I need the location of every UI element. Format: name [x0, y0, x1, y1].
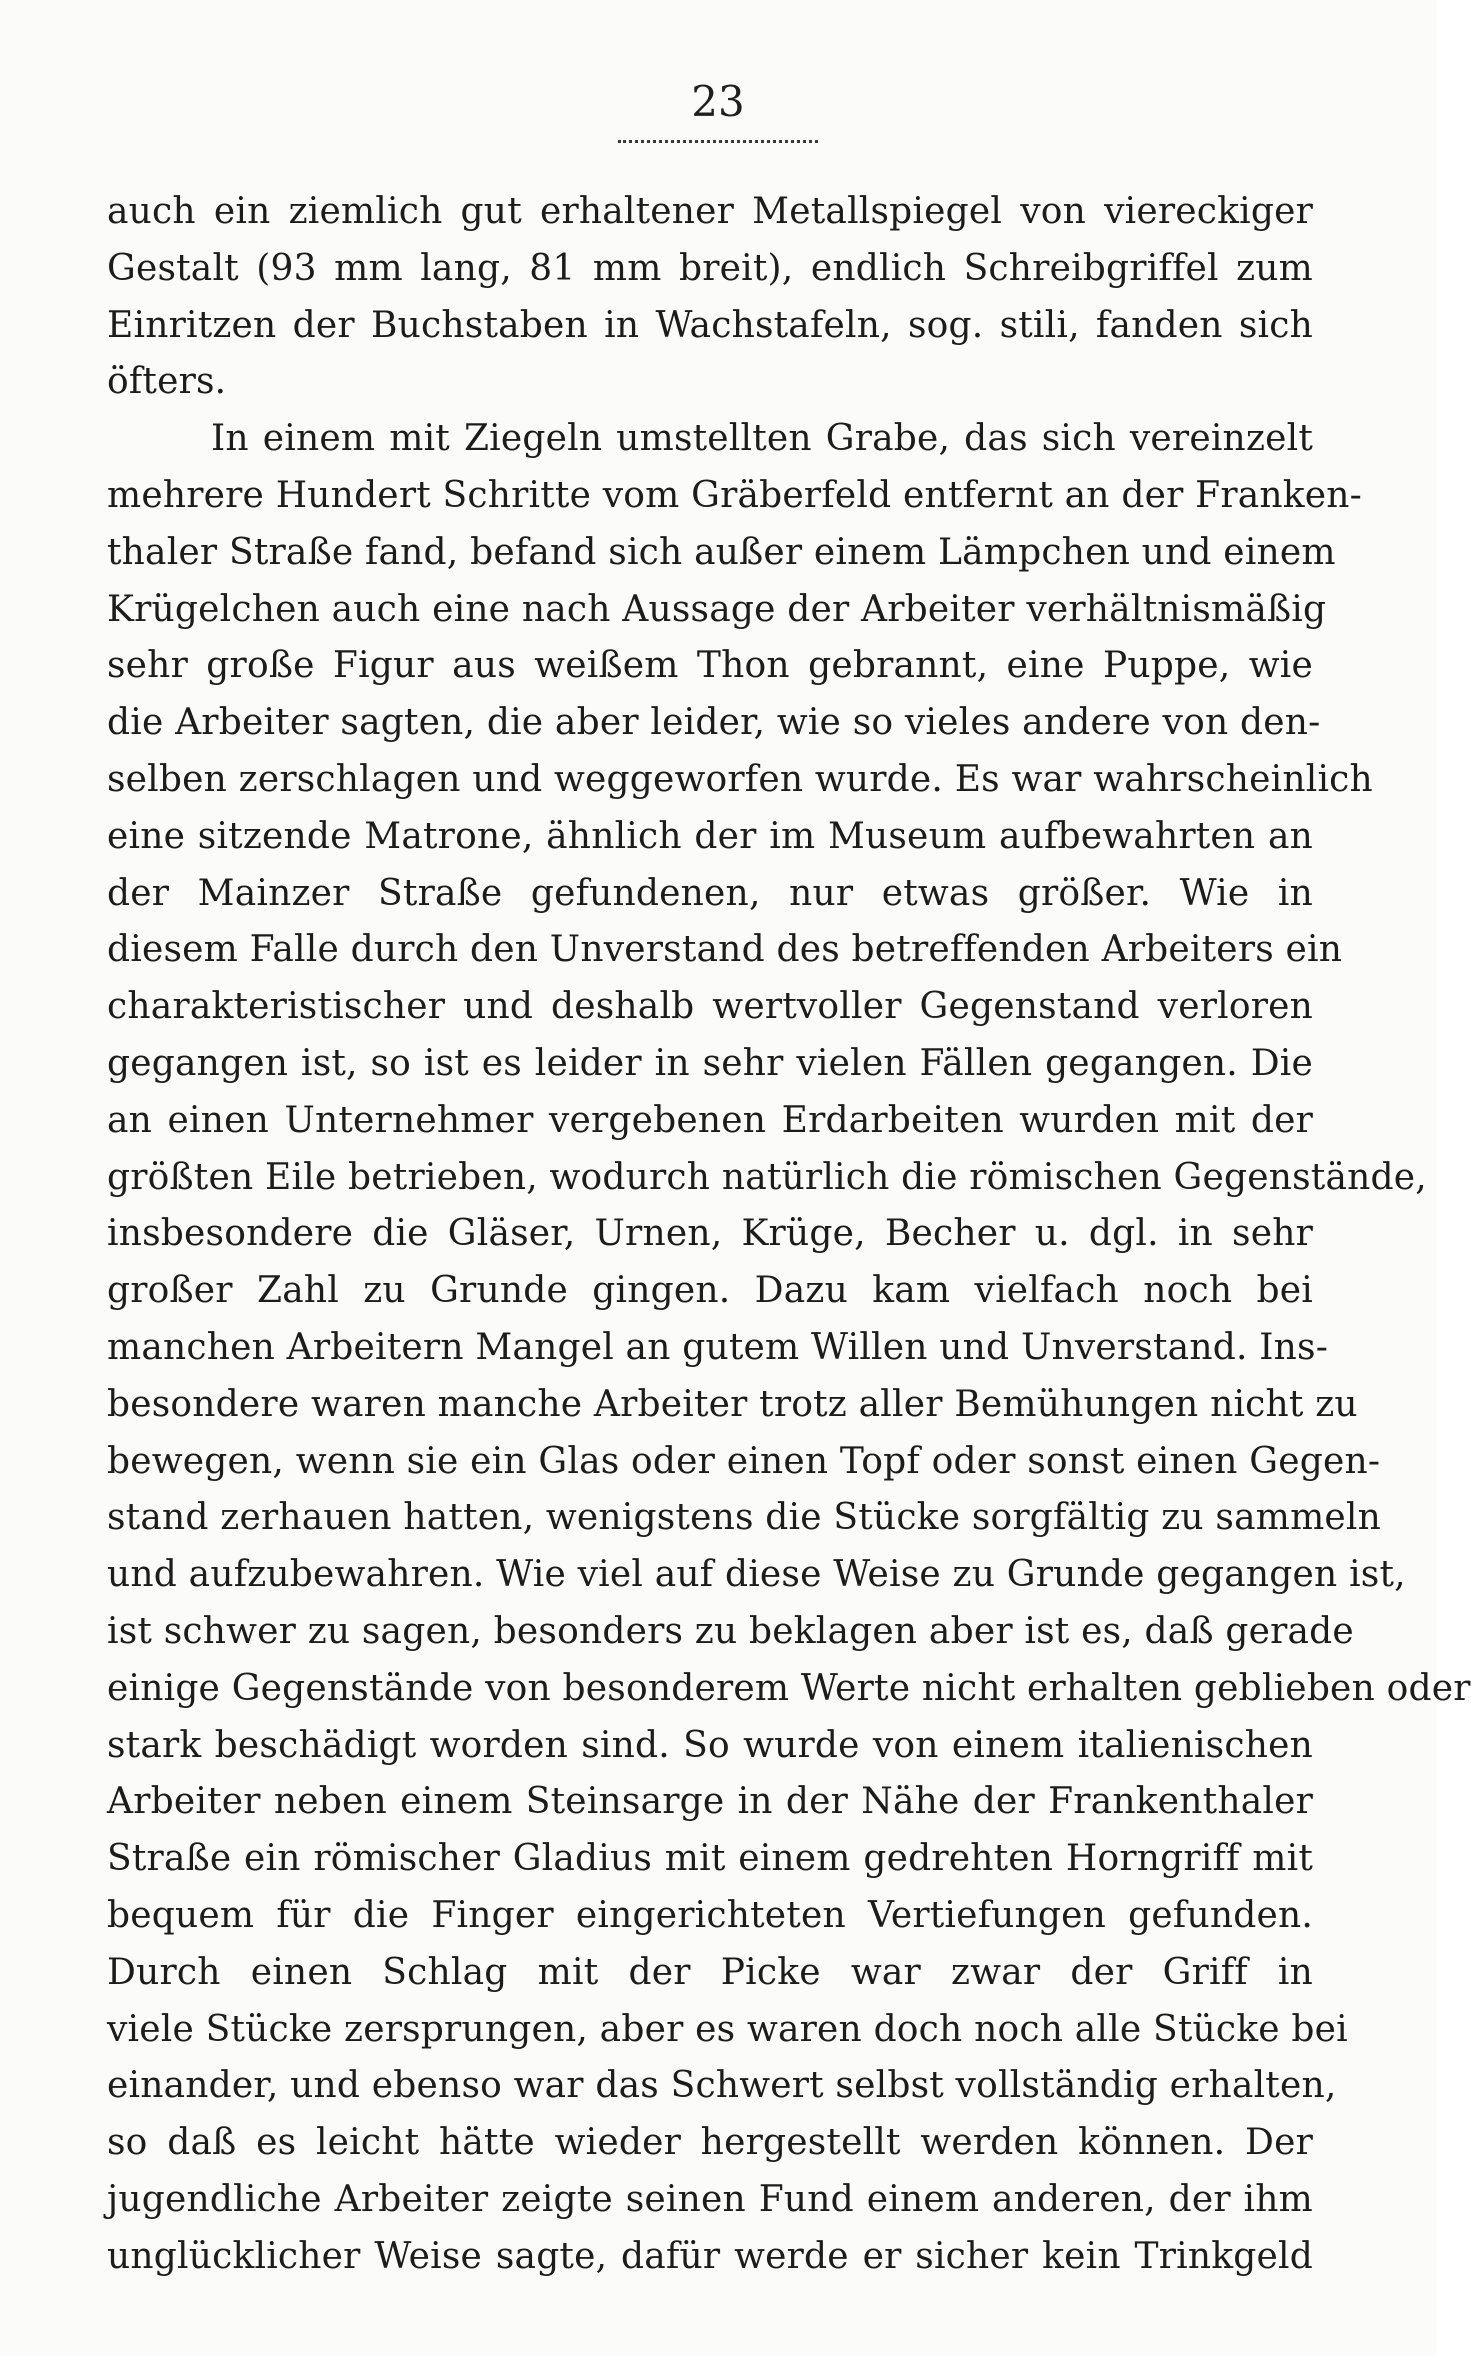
text-line: auch ein ziemlich gut erhaltener Metallspiegel von viereckiger [107, 191, 1313, 232]
text-line: Krügelchen auch eine nach Aussage der Arbeiter verhältnismäßig [107, 588, 1327, 630]
text-line: öfters. [107, 361, 227, 403]
page-number-rule [618, 134, 818, 143]
text-line: Arbeiter neben einem Steinsarge in der Nähe der Frankenthaler [107, 1781, 1313, 1823]
text-line: an einen Unternehmer vergebenen Erdarbeiten wurden mit der [107, 1099, 1313, 1141]
text-line: bewegen, wenn sie ein Glas oder einen Topf oder sonst einen Gegen- [107, 1440, 1381, 1482]
text-line: und aufzubewahren. Wie viel auf diese Weise zu Grunde gegangen ist, [107, 1554, 1406, 1596]
text-line: insbesondere die Gläser, Urnen, Krüge, Becher u. dgl. in sehr [107, 1213, 1313, 1255]
text-line: In einem mit Ziegeln umstellten Grabe, das sich vereinzelt [211, 418, 1313, 460]
text-line: ist schwer zu sagen, besonders zu beklagen aber ist es, daß gerade [107, 1610, 1354, 1652]
text-line: jugendliche Arbeiter zeigte seinen Fund einem anderen, der ihm [107, 2178, 1313, 2220]
text-line: unglücklicher Weise sagte, dafür werde er sicher kein Trinkgeld [107, 2235, 1313, 2277]
text-line: einander, und ebenso war das Schwert selbst vollständig erhalten, [107, 2065, 1337, 2107]
page-number: 23 [691, 77, 745, 126]
text-line: gegangen ist, so ist es leider in sehr vielen Fällen gegangen. Die [107, 1042, 1313, 1084]
text-line: einige Gegenstände von besonderem Werte nicht erhalten geblieben oder [107, 1667, 1471, 1709]
text-line: charakteristischer und deshalb wertvoller Gegenstand verloren [107, 986, 1313, 1028]
text-line: eine sitzende Matrone, ähnlich der im Museum aufbewahrten an [107, 815, 1313, 857]
text-line: diesem Falle durch den Unverstand des betreffenden Arbeiters ein [107, 929, 1343, 971]
text-line: manchen Arbeitern Mangel an gutem Willen und Unverstand. Ins- [107, 1326, 1329, 1368]
text-line: so daß es leicht hätte wieder hergestellt werden können. Der [107, 2122, 1313, 2164]
text-line: besondere waren manche Arbeiter trotz aller Bemühungen nicht zu [107, 1383, 1358, 1425]
text-line: der Mainzer Straße gefundenen, nur etwas größer. Wie in [107, 872, 1313, 914]
text-line: viele Stücke zersprungen, aber es waren doch noch alle Stücke bei [107, 2008, 1348, 2050]
text-line: die Arbeiter sagten, die aber leider, wie so vieles andere von den- [107, 702, 1321, 744]
text-line: sehr große Figur aus weißem Thon gebrannt, eine Puppe, wie [107, 645, 1313, 687]
text-line: selben zerschlagen und weggeworfen wurde. Es war wahrscheinlich [107, 758, 1373, 800]
text-line: mehrere Hundert Schritte vom Gräberfeld entfernt an der Franken- [107, 474, 1363, 516]
text-line: stark beschädigt worden sind. So wurde von einem italienischen [107, 1724, 1313, 1766]
text-line: Einritzen der Buchstaben in Wachstafeln, sog. stili, fanden sich [107, 304, 1313, 346]
text-line: bequem für die Finger eingerichteten Vertiefungen gefunden. [107, 1894, 1313, 1936]
text-line: Gestalt (93 mm lang, 81 mm breit), endlich Schreibgriffel zum [107, 247, 1313, 289]
text-line: Durch einen Schlag mit der Picke war zwar der Griff in [107, 1951, 1313, 1993]
text-line: thaler Straße fand, befand sich außer einem Lämpchen und einem [107, 531, 1336, 573]
text-line: größten Eile betrieben, wodurch natürlich die römischen Gegenstände, [107, 1156, 1427, 1198]
text-line: Straße ein römischer Gladius mit einem gedrehten Horngriff mit [107, 1838, 1313, 1880]
body-text [107, 184, 1471, 2285]
text-line: stand zerhauen hatten, wenigstens die Stücke sorgfältig zu sammeln [107, 1497, 1382, 1539]
text-line: großer Zahl zu Grunde gingen. Dazu kam vielfach noch bei [107, 1270, 1313, 1312]
